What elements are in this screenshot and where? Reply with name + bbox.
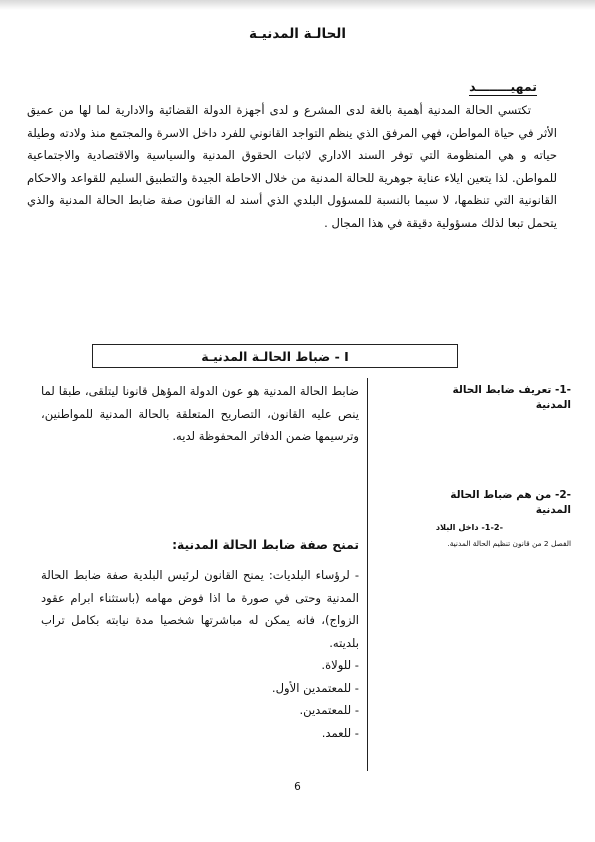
definition-paragraph: ضابط الحالة المدنية هو عون الدولة المؤهل قانونا ليتلقى، طبقا لما ينص عليه القانون، التصاريح المتعلقة بالحالة المدنية للمواطنين، وترسيمها ضمن الدفاتر المحفوظة لديه. xyxy=(41,384,359,443)
column-divider xyxy=(367,378,368,771)
intro-heading: تمهيــــــــد xyxy=(469,79,537,94)
side-footnote: الفصل 2 من قانون تنظيم الحالة المدنية. xyxy=(447,539,571,548)
list-item: - لرؤساء البلديات: يمنح القانون لرئيس البلدية صفة ضابط الحالة المدنية وحتى في صورة ما اذا فوض مهامه (باستثناء ابرام عقود الزواج)، فانه يمكن له مباشرتها شخصيا مدة نيابته بكامل تراب بلديته. xyxy=(41,568,359,650)
list-item: - للمعتمدين الأول. xyxy=(271,680,359,695)
section-heading: I - ضباط الحالـة المدنيـة xyxy=(201,348,349,364)
intro-paragraph: تكتسي الحالة المدنية أهمية بالغة لدى المشرع و لدى أجهزة الدولة القضائية والادارية لما لها من عميق الأثر في حياة المواطن، فهي المرفق الذي ينظم التواجد القانوني للفرد داخل الاسرة والمجتمع منذ ولادته وطيلة حياته و هي المنظومة التي توفر السند الاداري لاثبات الحقوق المدنية والسياسية والاقتصادية والاجتماعية للمواطن. لذا يتعين ايلاء عناية جوهرية للحالة المدنية من خلال الاحاطة الجيدة والتطبيق السليم للقواعد والاحكام القانونية التي تنظمها، لا سيما بالنسبة للمسؤول البلدي الذي أسند له القانون صفة ضابط الحالة المدنية والذي يتحمل تبعا لذلك مسؤولية دقيقة في هذا المجال . xyxy=(27,103,557,230)
granted-heading: تمنح صفة ضابط الحالة المدنية: xyxy=(172,538,359,552)
list-item: - للمعتمدين. xyxy=(299,703,359,717)
list-item: - للعمد. xyxy=(321,725,359,740)
page-title: الحالـة المدنيـة xyxy=(249,26,346,42)
granted-list xyxy=(41,564,359,744)
side-label-domestic: -1-2- داخل البلاد xyxy=(435,522,503,532)
list-item: - للولاة. xyxy=(321,658,359,672)
page-number: 6 xyxy=(294,781,301,793)
side-label-officers: -2- من هم ضباط الحالة المدنية xyxy=(450,489,571,516)
section-heading-box xyxy=(92,344,458,368)
top-edge-shade xyxy=(0,0,595,10)
side-label-definition: -1- تعريف ضابط الحالة المدنية xyxy=(452,384,571,411)
